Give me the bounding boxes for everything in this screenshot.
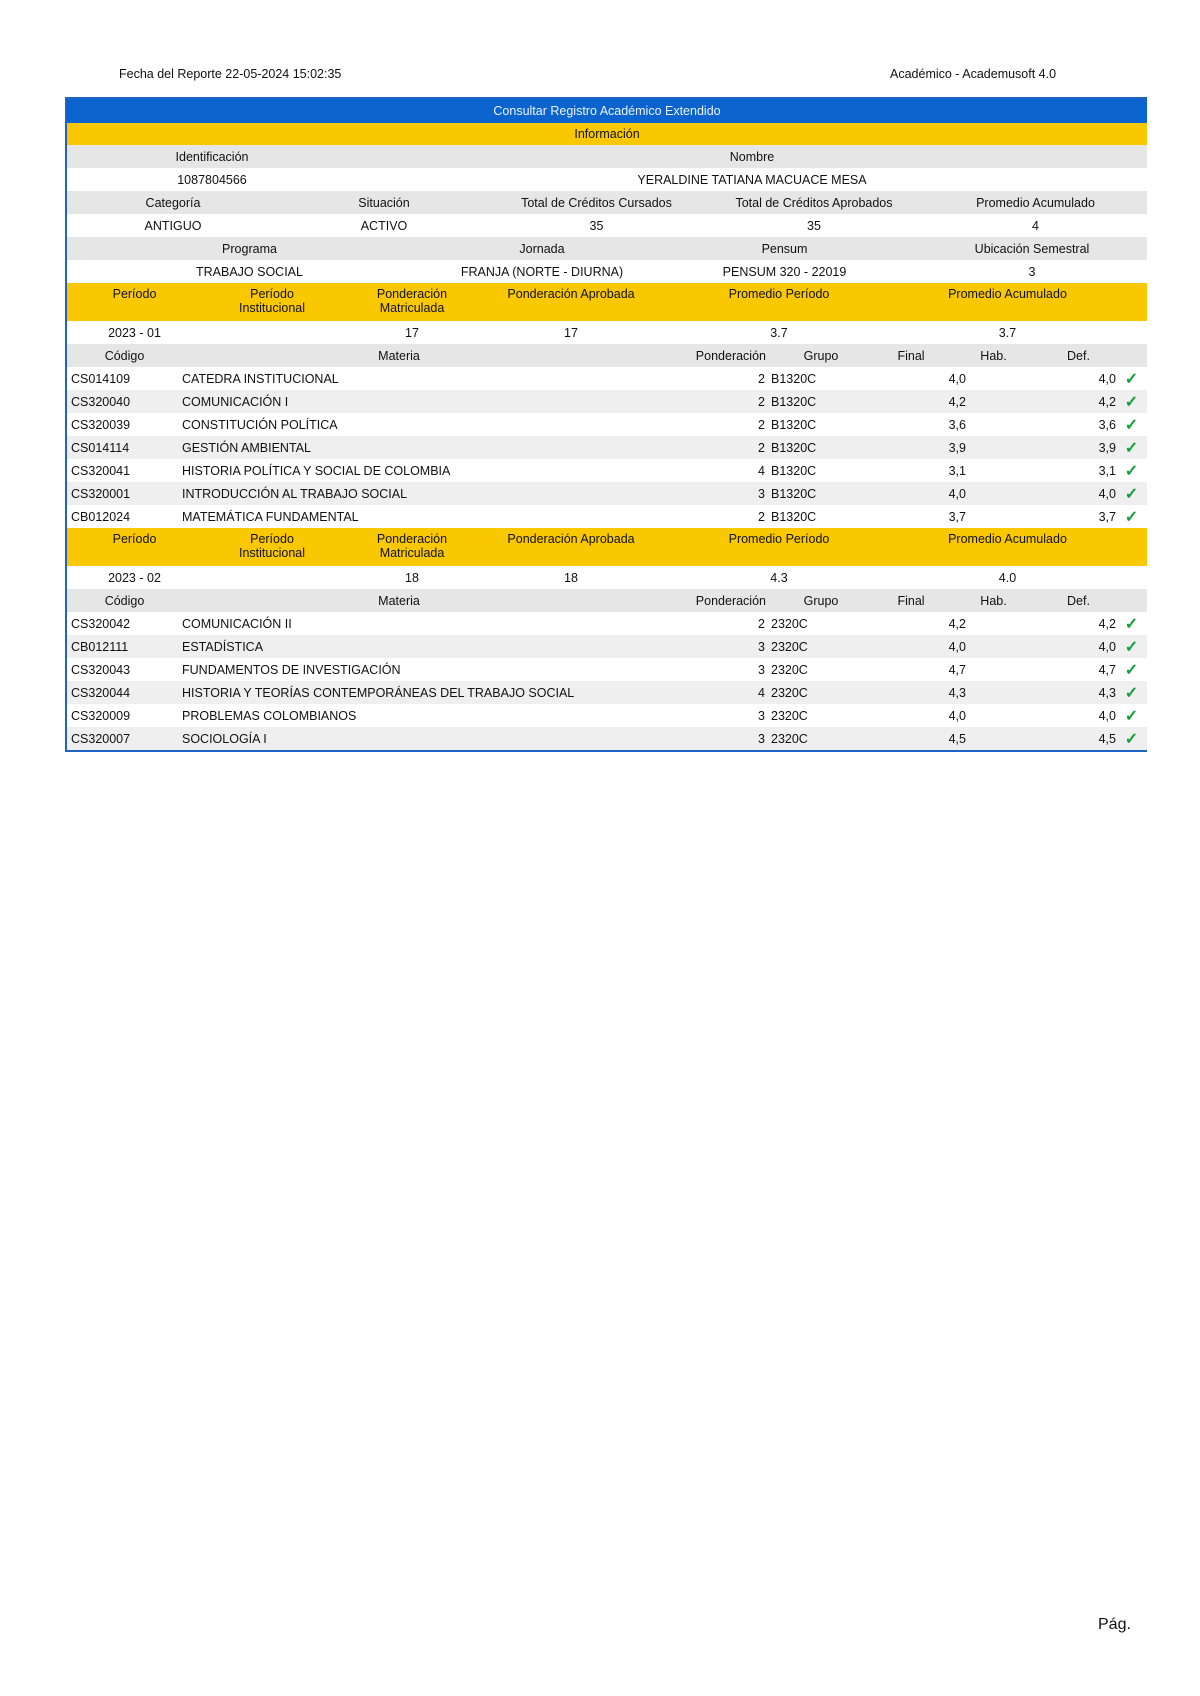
ponderacion-header: Ponderación bbox=[695, 593, 766, 608]
approved-check-icon: ✓ bbox=[1124, 370, 1139, 388]
categoria-label: Categoría bbox=[145, 195, 201, 210]
course-row bbox=[67, 436, 1147, 459]
page-label: Pág. bbox=[1098, 1616, 1131, 1633]
final-header: Final bbox=[897, 348, 925, 363]
course-name: MATEMÁTICA FUNDAMENTAL bbox=[182, 509, 359, 524]
pensum-value: PENSUM 320 - 22019 bbox=[722, 264, 847, 279]
course-final: 4,0 bbox=[948, 486, 966, 501]
course-code: CS320044 bbox=[71, 685, 131, 700]
id-name-value-row bbox=[67, 168, 1147, 191]
program-value-row bbox=[67, 260, 1147, 283]
info-title-text: Información bbox=[574, 127, 640, 141]
course-final: 4,0 bbox=[948, 708, 966, 723]
course-weight: 3 bbox=[758, 662, 765, 677]
id-label: Identificación bbox=[175, 149, 249, 164]
course-final: 3,9 bbox=[948, 440, 966, 455]
course-group: 2320C bbox=[771, 685, 808, 700]
course-row bbox=[67, 482, 1147, 505]
categoria-value: ANTIGUO bbox=[144, 218, 202, 233]
hab-header: Hab. bbox=[980, 593, 1007, 608]
course-row bbox=[67, 704, 1147, 727]
course-group: B1320C bbox=[771, 509, 817, 524]
ponderacion-aprobada-value: 17 bbox=[564, 325, 578, 340]
course-code: CS320043 bbox=[71, 662, 131, 677]
promedio-acumulado-header: Promedio Acumulado bbox=[948, 532, 1067, 546]
course-code: CS320042 bbox=[71, 616, 131, 631]
course-header-row bbox=[67, 589, 1147, 612]
course-weight: 2 bbox=[758, 616, 765, 631]
report-date: Fecha del Reporte 22-05-2024 15:02:35 bbox=[119, 67, 342, 81]
course-group: 2320C bbox=[771, 639, 808, 654]
hab-header: Hab. bbox=[980, 348, 1007, 363]
course-weight: 2 bbox=[758, 417, 765, 432]
course-code: CS320001 bbox=[71, 486, 131, 501]
ponderacion-aprobada-value: 18 bbox=[564, 570, 578, 585]
course-weight: 2 bbox=[758, 394, 765, 409]
course-def: 3,7 bbox=[1098, 509, 1116, 524]
course-name: GESTIÓN AMBIENTAL bbox=[182, 440, 311, 455]
course-final: 3,7 bbox=[948, 509, 966, 524]
course-group: B1320C bbox=[771, 394, 817, 409]
course-final: 4,2 bbox=[948, 616, 966, 631]
course-name: ESTADÍSTICA bbox=[182, 639, 264, 654]
course-list bbox=[67, 612, 1147, 750]
course-weight: 2 bbox=[758, 509, 765, 524]
course-def: 4,0 bbox=[1098, 708, 1116, 723]
course-name: COMUNICACIÓN I bbox=[182, 394, 289, 409]
ponderacion-matriculada-header: Ponderación Matriculada bbox=[376, 532, 448, 560]
periods-container bbox=[67, 283, 1147, 750]
course-weight: 3 bbox=[758, 486, 765, 501]
approved-check-icon: ✓ bbox=[1124, 615, 1139, 633]
ponderacion-matriculada-value: 17 bbox=[405, 325, 419, 340]
approved-check-icon: ✓ bbox=[1124, 462, 1139, 480]
ubicacion-label: Ubicación Semestral bbox=[974, 241, 1090, 256]
course-def: 4,0 bbox=[1098, 371, 1116, 386]
jornada-value: FRANJA (NORTE - DIURNA) bbox=[460, 264, 624, 279]
course-name: PROBLEMAS COLOMBIANOS bbox=[182, 708, 357, 723]
course-row bbox=[67, 612, 1147, 635]
course-group: B1320C bbox=[771, 463, 817, 478]
course-name: FUNDAMENTOS DE INVESTIGACIÓN bbox=[182, 662, 401, 677]
cursados-value: 35 bbox=[589, 218, 604, 233]
ponderacion-matriculada-header: Ponderación Matriculada bbox=[376, 287, 448, 315]
academic-record-table bbox=[65, 97, 1147, 752]
approved-check-icon: ✓ bbox=[1124, 638, 1139, 656]
situacion-value: ACTIVO bbox=[360, 218, 408, 233]
codigo-header: Código bbox=[104, 593, 145, 608]
periodo-header: Período bbox=[112, 287, 157, 301]
aprobados-value: 35 bbox=[807, 218, 821, 233]
approved-check-icon: ✓ bbox=[1124, 684, 1139, 702]
course-row bbox=[67, 505, 1147, 528]
course-group: 2320C bbox=[771, 616, 808, 631]
course-code: CS014109 bbox=[71, 371, 131, 386]
ponderacion-aprobada-header: Ponderación Aprobada bbox=[507, 287, 635, 301]
course-code: CS320007 bbox=[71, 731, 131, 746]
course-code: CS014114 bbox=[71, 440, 130, 455]
period-header-row bbox=[67, 283, 1147, 321]
course-def: 3,6 bbox=[1098, 417, 1116, 432]
approved-check-icon: ✓ bbox=[1124, 485, 1139, 503]
cursados-label: Total de Créditos Cursados bbox=[521, 195, 672, 210]
period-header-row bbox=[67, 528, 1147, 566]
status-value-row bbox=[67, 214, 1147, 237]
course-final: 3,6 bbox=[948, 417, 966, 432]
course-final: 4,0 bbox=[948, 639, 966, 654]
course-code: CS320039 bbox=[71, 417, 131, 432]
def-header: Def. bbox=[1067, 348, 1090, 363]
approved-check-icon: ✓ bbox=[1124, 393, 1139, 411]
program-header-row bbox=[67, 237, 1147, 260]
materia-header: Materia bbox=[378, 593, 420, 608]
course-final: 4,3 bbox=[948, 685, 966, 700]
programa-label: Programa bbox=[222, 241, 277, 256]
course-final: 4,5 bbox=[948, 731, 966, 746]
name-label: Nombre bbox=[729, 149, 775, 164]
student-name: YERALDINE TATIANA MACUACE MESA bbox=[637, 172, 867, 187]
course-def: 4,3 bbox=[1098, 685, 1116, 700]
course-group: 2320C bbox=[771, 731, 808, 746]
promedio-periodo-value: 3.7 bbox=[770, 325, 788, 340]
course-final: 4,0 bbox=[948, 371, 966, 386]
course-header-row bbox=[67, 344, 1147, 367]
course-code: CS320009 bbox=[71, 708, 131, 723]
programa-value: TRABAJO SOCIAL bbox=[196, 264, 303, 279]
course-final: 4,2 bbox=[948, 394, 966, 409]
codigo-header: Código bbox=[104, 348, 145, 363]
system-name: Académico - Academusoft 4.0 bbox=[890, 67, 1057, 81]
course-weight: 3 bbox=[758, 708, 765, 723]
course-weight: 2 bbox=[758, 440, 765, 455]
course-def: 4,2 bbox=[1098, 394, 1116, 409]
def-header: Def. bbox=[1067, 593, 1090, 608]
course-row bbox=[67, 658, 1147, 681]
promedio-periodo-value: 4.3 bbox=[770, 570, 788, 585]
course-def: 4,0 bbox=[1098, 639, 1116, 654]
approved-check-icon: ✓ bbox=[1124, 707, 1139, 725]
course-weight: 4 bbox=[758, 463, 765, 478]
period-summary-row bbox=[67, 566, 1147, 589]
course-def: 3,1 bbox=[1098, 463, 1116, 478]
periodo-value: 2023 - 01 bbox=[108, 325, 161, 340]
course-weight: 4 bbox=[758, 685, 765, 700]
period-block bbox=[67, 283, 1147, 528]
course-row bbox=[67, 459, 1147, 482]
aprobados-label: Total de Créditos Aprobados bbox=[735, 195, 893, 210]
course-def: 3,9 bbox=[1098, 440, 1116, 455]
ponderacion-aprobada-header: Ponderación Aprobada bbox=[507, 532, 635, 546]
table-title-text: Consultar Registro Académico Extendido bbox=[493, 104, 721, 118]
materia-header: Materia bbox=[378, 348, 420, 363]
course-group: B1320C bbox=[771, 371, 817, 386]
course-row bbox=[67, 681, 1147, 704]
course-list bbox=[67, 367, 1147, 528]
approved-check-icon: ✓ bbox=[1124, 661, 1139, 679]
course-def: 4,2 bbox=[1098, 616, 1116, 631]
info-section-title bbox=[67, 123, 1147, 145]
period-block bbox=[67, 528, 1147, 750]
course-final: 3,1 bbox=[948, 463, 966, 478]
course-group: B1320C bbox=[771, 440, 817, 455]
course-code: CB012111 bbox=[71, 639, 129, 654]
ubicacion-value: 3 bbox=[1028, 264, 1036, 279]
course-name: INTRODUCCIÓN AL TRABAJO SOCIAL bbox=[182, 486, 408, 501]
course-row bbox=[67, 635, 1147, 658]
grupo-header: Grupo bbox=[803, 593, 839, 608]
course-code: CS320040 bbox=[71, 394, 131, 409]
final-header: Final bbox=[897, 593, 925, 608]
course-name: SOCIOLOGÍA I bbox=[182, 731, 267, 746]
course-row bbox=[67, 727, 1147, 750]
course-group: B1320C bbox=[771, 417, 817, 432]
course-weight: 3 bbox=[758, 731, 765, 746]
course-name: COMUNICACIÓN II bbox=[182, 616, 292, 631]
course-weight: 3 bbox=[758, 639, 765, 654]
approved-check-icon: ✓ bbox=[1124, 730, 1139, 748]
approved-check-icon: ✓ bbox=[1124, 508, 1139, 526]
course-group: B1320C bbox=[771, 486, 817, 501]
course-def: 4,5 bbox=[1098, 731, 1116, 746]
course-name: CATEDRA INSTITUCIONAL bbox=[182, 371, 339, 386]
course-group: 2320C bbox=[771, 662, 808, 677]
promedio-periodo-header: Promedio Período bbox=[728, 532, 830, 546]
course-code: CS320041 bbox=[71, 463, 131, 478]
ponderacion-matriculada-value: 18 bbox=[405, 570, 419, 585]
course-row bbox=[67, 413, 1147, 436]
student-id: 1087804566 bbox=[177, 172, 247, 187]
promedio-acumulado-header: Promedio Acumulado bbox=[948, 287, 1067, 301]
periodo-value: 2023 - 02 bbox=[108, 570, 161, 585]
situacion-label: Situación bbox=[358, 195, 410, 210]
status-header-row bbox=[67, 191, 1147, 214]
approved-check-icon: ✓ bbox=[1124, 439, 1139, 457]
course-code: CB012024 bbox=[71, 509, 131, 524]
course-row bbox=[67, 367, 1147, 390]
period-summary-row bbox=[67, 321, 1147, 344]
pensum-label: Pensum bbox=[761, 241, 808, 256]
course-weight: 2 bbox=[758, 371, 765, 386]
course-group: 2320C bbox=[771, 708, 808, 723]
course-final: 4,7 bbox=[948, 662, 966, 677]
periodo-institucional-header: Período Institucional bbox=[238, 532, 305, 560]
grupo-header: Grupo bbox=[803, 348, 839, 363]
promedio-label: Promedio Acumulado bbox=[976, 195, 1095, 210]
approved-check-icon: ✓ bbox=[1124, 416, 1139, 434]
periodo-institucional-header: Período Institucional bbox=[238, 287, 305, 315]
course-def: 4,7 bbox=[1098, 662, 1116, 677]
promedio-acumulado-value: 4.0 bbox=[998, 570, 1017, 585]
table-title bbox=[67, 99, 1147, 123]
course-name: CONSTITUCIÓN POLÍTICA bbox=[182, 417, 338, 432]
id-name-header-row bbox=[67, 145, 1147, 168]
course-def: 4,0 bbox=[1098, 486, 1116, 501]
ponderacion-header: Ponderación bbox=[695, 348, 766, 363]
promedio-periodo-header: Promedio Período bbox=[728, 287, 830, 301]
course-name: HISTORIA Y TEORÍAS CONTEMPORÁNEAS DEL TRABAJO SOCIAL bbox=[182, 685, 575, 700]
periodo-header: Período bbox=[112, 532, 157, 546]
jornada-label: Jornada bbox=[519, 241, 565, 256]
promedio-acumulado-value: 3.7 bbox=[998, 325, 1017, 340]
course-row bbox=[67, 390, 1147, 413]
promedio-value: 4 bbox=[1032, 218, 1039, 233]
course-name: HISTORIA POLÍTICA Y SOCIAL DE COLOMBIA bbox=[182, 463, 451, 478]
